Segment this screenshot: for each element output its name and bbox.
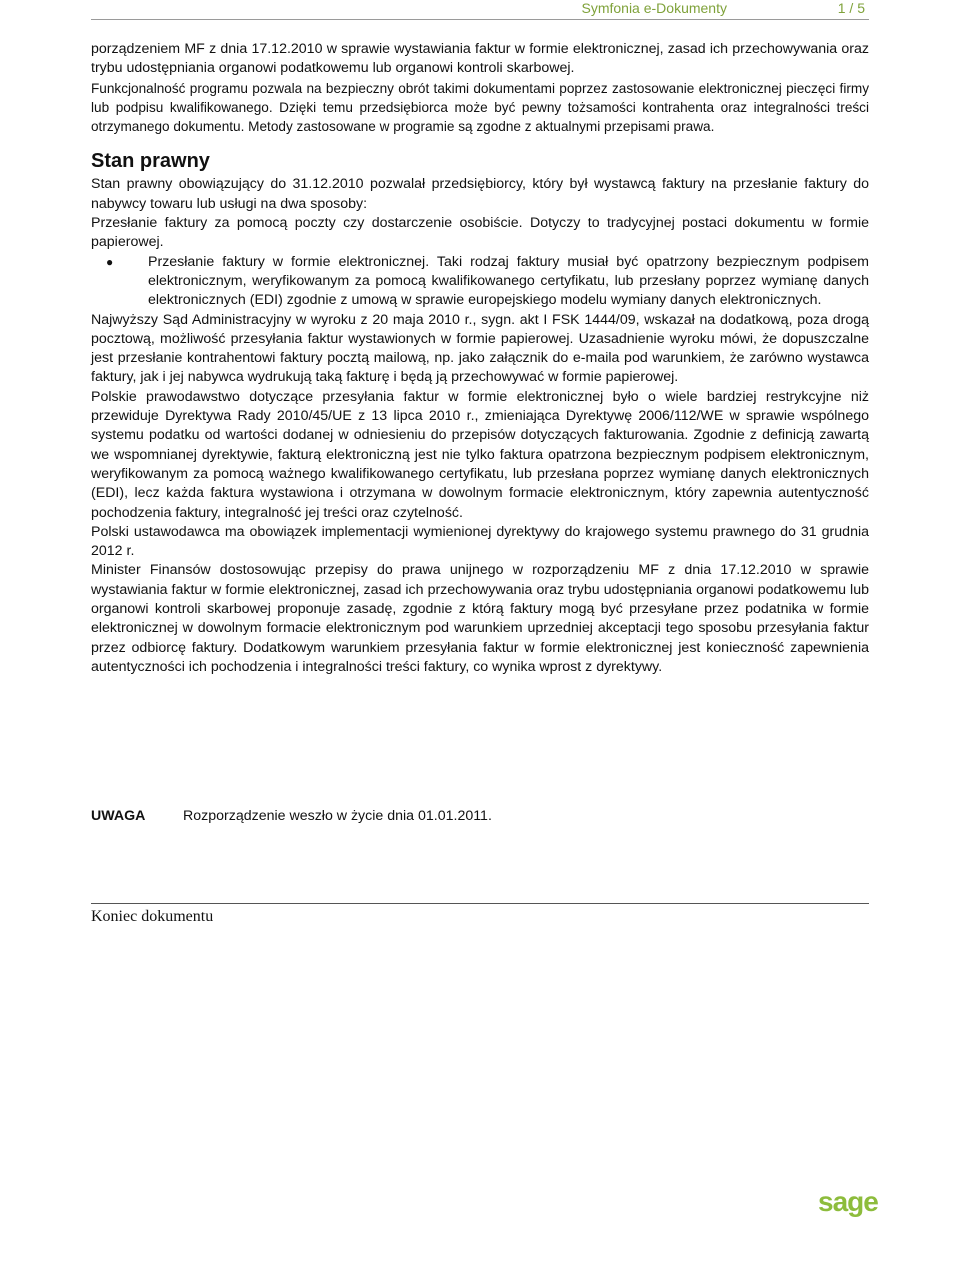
list-item-text: Przesłanie faktury w formie elektronicznej. Taki rodzaj faktury musiał być opatrzony bezpiecznym podpisem elektronicznym, weryfikowanym za pomocą kwalifikowanego certyfikatu, lub przesłany poprzez wymianę danych elektronicznych (EDI) zgodnie z umową w sprawie europejskiego modelu wymiany danych elektronicznych. <box>148 253 869 309</box>
paragraph: Przesłanie faktury za pomocą poczty czy dostarczenie osobiście. Dotyczy to tradycyjnej postaci dokumentu w formie papierowej. <box>91 215 869 251</box>
paragraph: Polski ustawodawca ma obowiązek implementacji wymienionej dyrektywy do krajowego systemu prawnego do 31 grudnia 2012 r. <box>91 523 869 560</box>
bullet-icon: ● <box>106 254 114 269</box>
note-row <box>91 806 869 826</box>
end-of-document-text: Koniec dokumentu <box>91 908 214 925</box>
list-item <box>91 253 869 311</box>
paragraph: Minister Finansów dostosowując przepisy do prawa unijnego w rozporządzeniu MF z dnia 17.12.2010 w sprawie wystawiania faktur w formie elektronicznej, zasad ich przechowywania oraz trybu udostępniania organowi podatkowemu lub organowi kontroli skarbowej proponuje zasadę, zgodnie z którą faktury mogą być przesyłane przez podatnika w formie elektronicznej w dowolnym formacie elektronicznym pod warunkiem uprzedniej akceptacji tego sposobu przesyłania faktur przez odbiorcę faktury. Dodatkowym warunkiem przesyłania faktur w formie elektronicznej jest konieczność zapewnienia autentyczności ich pochodzenia i integralności treści faktury, co wynika wprost z dyrektywy. <box>91 562 869 675</box>
bullet-list <box>91 253 869 311</box>
page-number: 1 / 5 <box>837 0 865 16</box>
paragraph: Polskie prawodawstwo dotyczące przesyłania faktur w formie elektronicznej było o wiele bardziej restrykcyjne niż przewiduje Dyrektywa Rady 2010/45/UE z 13 lipca 2010 r., zmieniająca Dyrektywę 2006/112/WE w sprawie wspólnego systemu podatku od wartości dodanej w odniesieniu do przepisów dotyczących fakturowania. Zgodnie z definicją zawartą we wspomnianej dyrektywie, fakturą elektroniczną jest nie tylko faktura opatrzona bezpiecznym podpisem elektronicznym, weryfikowanym za pomocą ważnego kwalifikowanego certyfikatu, lub przesłana poprzez wymianę danych elektronicznych (EDI), lecz każda faktura wystawiona i otrzymana w dowolnym formacie elektronicznym, który zapewnia autentyczność pochodzenia faktury, integralność jej treści oraz czytelność. <box>91 388 869 521</box>
paragraph: Najwyższy Sąd Administracyjny w wyroku z 20 maja 2010 r., sygn. akt I FSK 1444/09, wskazał na dodatkową, poza drogą pocztową, możliwość przesyłania faktur wystawionych w formie papierowej. Uzasadnienie wyroku mówi, że dopuszczalne jest przesłanie kontrahentowi faktury pocztą mailową, np. jako załącznik do e-maila pod warunkiem, że zarówno wystawca faktury, jak i jej nabywca wydrukują taką fakturę i będą ją przechowywać w formie papierowej. <box>91 311 869 386</box>
document-body <box>91 40 869 677</box>
document-name: Symfonia e-Dokumenty <box>581 0 727 16</box>
paragraph: Funkcjonalność programu pozwala na bezpieczny obrót takimi dokumentami poprzez zastosowanie elektronicznej pieczęci firmy lub podpisu kwalifikowanego. Dzięki temu przedsiębiorca może być pewny tożsamości kontrahenta oraz integralności treści otrzymanego dokumentu. Metody zastosowane w programie są zgodne z aktualnymi przepisami prawa. <box>91 80 869 135</box>
paragraph: Stan prawny obowiązujący do 31.12.2010 pozwalał przedsiębiorcy, który był wystawcą faktury na przesłanie faktury do nabywcy towaru lub usługi na dwa sposoby: <box>91 176 869 212</box>
sage-logo-icon: sage <box>818 1186 878 1217</box>
section-heading: Stan prawny <box>91 150 210 173</box>
page-header <box>91 0 869 20</box>
note-label: UWAGA <box>91 808 146 824</box>
note-text: Rozporządzenie weszło w życie dnia 01.01.2011. <box>183 808 492 824</box>
end-divider <box>91 903 869 904</box>
paragraph: porządzeniem MF z dnia 17.12.2010 w sprawie wystawiania faktur w formie elektronicznej, zasad ich przechowywania oraz trybu udostępniania organowi podatkowemu lub organowi kontroli skarbowej. <box>91 41 869 77</box>
